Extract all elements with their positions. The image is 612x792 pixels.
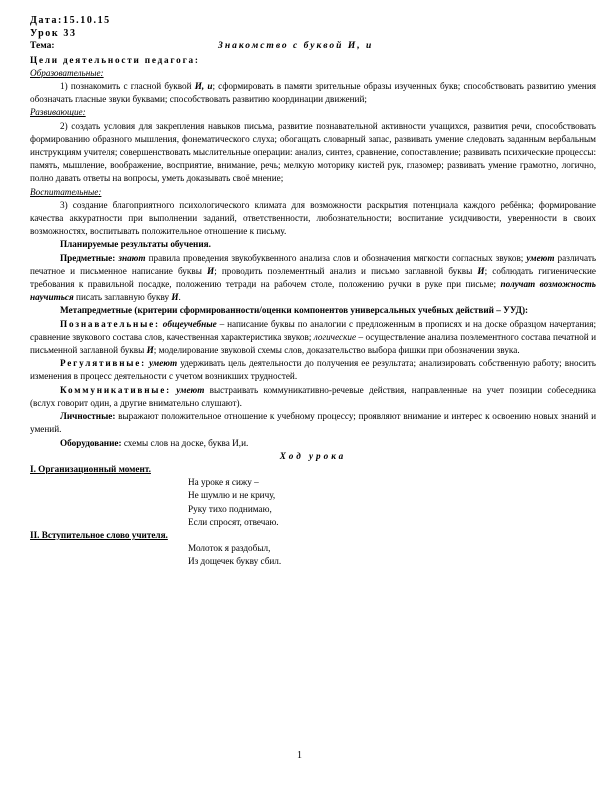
poem-line: На уроке я сижу –	[188, 477, 259, 488]
upbringing-goals: 3) создание благоприятного психологического климата для возможности раскрытия потенциала каждого ребёнка; формирование качества аккуратности при выполнении заданий, ответственности, любознательности; воспитание усидчивости, уверенности в своих возможностях, воспитывать положительное отношение к письму.	[30, 199, 596, 237]
goals-heading: Цели деятельности педагога:	[30, 54, 200, 65]
developing-label: Развивающие:	[30, 107, 86, 118]
meta-heading: Метапредметные (критерии сформированности/оценки компонентов универсальных учебных действий – УУД):	[60, 305, 529, 316]
lesson-number: Урок 33	[30, 28, 77, 40]
cognitive-results: Познавательные: общеучебные – написание буквы по аналогии с предложенным в прописях и на доске образцом начертания; сравнение звукового состава слов, качественная характеристика звуков; логические – осуществление анализа поэлементного состава печатной и письменной заглавной буквы И; моделирование звуковой схемы слов, доказательство выбора фишки при обозначении звука.	[30, 318, 596, 356]
section-intro-word: II. Вступительное слово учителя.	[30, 529, 168, 540]
regulatory-results: Регулятивные: умеют удерживать цель деятельности до получения ее результата; анализировать собственную работу; вносить изменения в процесс деятельности с учетом возникших трудностей.	[30, 358, 597, 382]
poem-line: Не шумлю и не кричу,	[188, 490, 276, 501]
poem-line: Из дощечек букву сбил.	[188, 556, 282, 567]
section-org-moment: I. Организационный момент.	[30, 463, 151, 474]
upbringing-label: Воспитательные:	[30, 186, 102, 197]
educational-goals: 1) познакомить с гласной буквой И, и; сформировать в памяти зрительные образы изученных букв; способствовать развитию умения обозначать гласные звуки буквами; способствовать развитию координации движений;	[30, 81, 596, 105]
topic-title: Знакомство с буквой	[218, 41, 344, 52]
poem-2	[30, 542, 596, 568]
lesson-progress-title: Ход урока	[279, 450, 347, 461]
communicative-results: Коммуникативные: умеют выстраивать коммуникативно-речевые действия, направленные на учет позиции собеседника (вслух говорит один, а другие внимательно слушают).	[30, 384, 597, 408]
lesson-topic	[30, 40, 596, 53]
personal-results: Личностные: выражают положительное отношение к учебному процессу; проявляют внимание и интерес к освоению новых знаний и умений.	[30, 411, 596, 435]
topic-letters: И, и	[347, 41, 374, 52]
equipment: Оборудование: схемы слов на доске, буква И,и.	[60, 437, 249, 448]
subject-results: Предметные: знают правила проведения звукобуквенного анализа слов и обозначения мягкости согласных звуков; умеют различать печатное и письменное написание буквы И; проводить поэлементный анализ и письмо заглавной буквы И; соблюдать гигиенические требования к правильной посадке, положению тетради на рабочем столе, положению ручки в руке при письме; получат возможность научиться писать заглавную букву И.	[30, 252, 597, 303]
educational-label: Образовательные:	[30, 67, 104, 78]
results-heading: Планируемые результаты обучения.	[60, 239, 211, 250]
poem-line: Если спросят, отвечаю.	[188, 516, 279, 527]
lesson-date: Дата:15.10.15	[30, 15, 111, 26]
poem-1	[30, 476, 596, 529]
document-page	[30, 14, 596, 569]
topic-label: Тема:	[30, 41, 55, 52]
page-number: 1	[297, 750, 302, 761]
developing-goals: 2) создать условия для закрепления навыков письма, развитие познавательной активности учащихся, развития речи, способствовать формированию образного мышления, фонематического слуха; обогащать словарный запас, развивать умение следовать заданным вербальным инструкциям учителя; совершенствовать мыслительные операции: анализ, синтез, сравнение, сопоставление; развивать психические процессы: память, мышление, воображение, восприятие, внимание, речь; мелкую моторику кистей рук, глазомер; развивать умение грамотно, логично, полно давать ответы на вопросы, уметь доказывать своё мнение;	[30, 120, 596, 184]
poem-line: Молоток я раздобыл,	[188, 543, 271, 554]
poem-line: Руку тихо поднимаю,	[188, 503, 272, 514]
